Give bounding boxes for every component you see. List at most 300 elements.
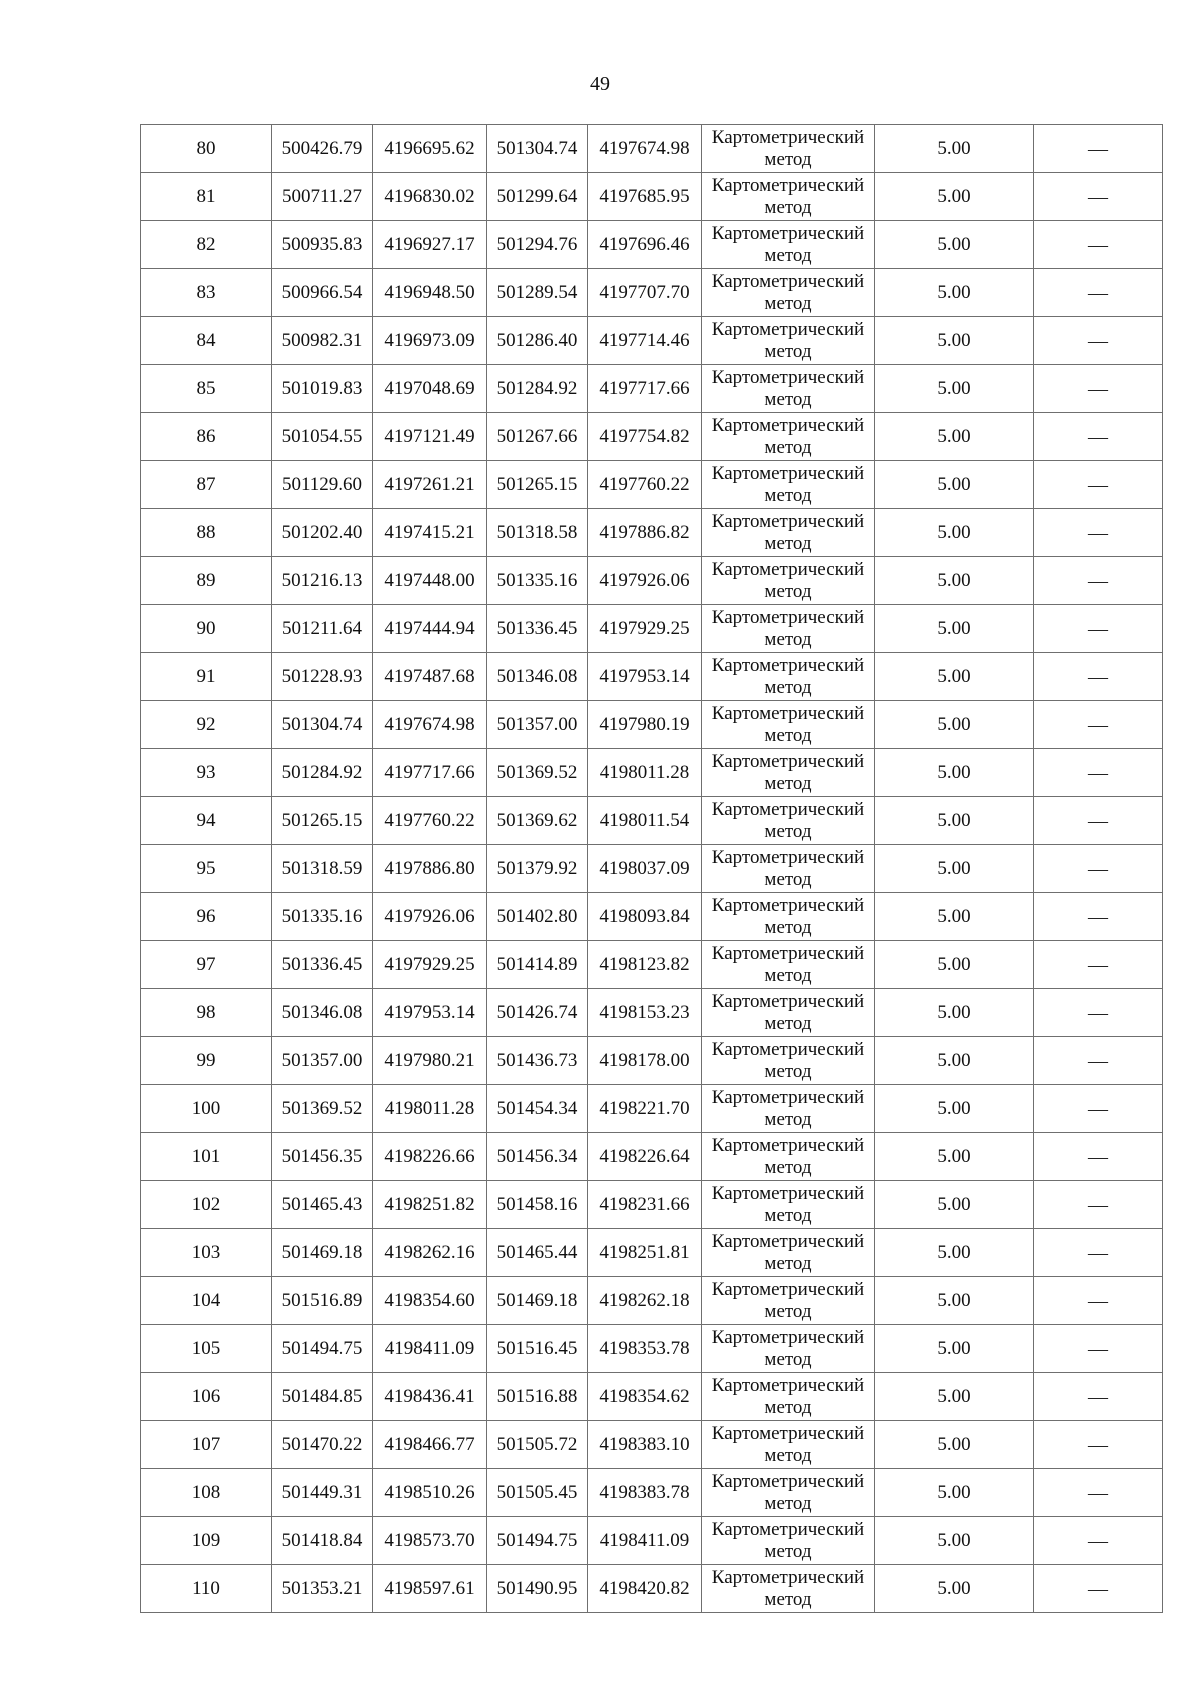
method-line-1: Картометрический xyxy=(711,943,865,964)
point-number-cell: 104 xyxy=(141,1277,272,1325)
y-end-cell: 4197714.46 xyxy=(588,317,702,365)
y-start-cell: 4197953.14 xyxy=(373,989,487,1037)
point-number-cell: 88 xyxy=(141,509,272,557)
method-cell xyxy=(702,1085,875,1133)
y-start-cell: 4197717.66 xyxy=(373,749,487,797)
y-start-cell: 4197448.00 xyxy=(373,557,487,605)
description-cell: — xyxy=(1034,797,1163,845)
point-number-cell: 100 xyxy=(141,1085,272,1133)
x-start-cell: 501357.00 xyxy=(272,1037,373,1085)
y-end-cell: 4198383.10 xyxy=(588,1421,702,1469)
point-number-cell: 86 xyxy=(141,413,272,461)
method-line-2: метод xyxy=(764,629,812,650)
method-line-2: метод xyxy=(764,1445,812,1466)
method-line-2: метод xyxy=(764,917,812,938)
y-end-cell: 4198093.84 xyxy=(588,893,702,941)
method-line-1: Картометрический xyxy=(711,271,865,292)
method-line-1: Картометрический xyxy=(711,1087,865,1108)
method-line-1: Картометрический xyxy=(711,415,865,436)
table-row xyxy=(141,413,1163,461)
x-start-cell: 500426.79 xyxy=(272,125,373,173)
x-start-cell: 501336.45 xyxy=(272,941,373,989)
y-end-cell: 4197674.98 xyxy=(588,125,702,173)
y-end-cell: 4198123.82 xyxy=(588,941,702,989)
point-number-cell: 97 xyxy=(141,941,272,989)
y-start-cell: 4197048.69 xyxy=(373,365,487,413)
x-start-cell: 501470.22 xyxy=(272,1421,373,1469)
x-end-cell: 501379.92 xyxy=(487,845,588,893)
accuracy-cell: 5.00 xyxy=(875,269,1034,317)
y-end-cell: 4198221.70 xyxy=(588,1085,702,1133)
x-end-cell: 501516.88 xyxy=(487,1373,588,1421)
y-end-cell: 4198011.28 xyxy=(588,749,702,797)
description-cell: — xyxy=(1034,317,1163,365)
x-end-cell: 501369.52 xyxy=(487,749,588,797)
method-line-2: метод xyxy=(764,341,812,362)
point-number-cell: 82 xyxy=(141,221,272,269)
description-cell: — xyxy=(1034,1277,1163,1325)
method-cell xyxy=(702,1517,875,1565)
table-row xyxy=(141,557,1163,605)
table-row xyxy=(141,845,1163,893)
x-end-cell: 501469.18 xyxy=(487,1277,588,1325)
description-cell: — xyxy=(1034,941,1163,989)
y-end-cell: 4197926.06 xyxy=(588,557,702,605)
point-number-cell: 90 xyxy=(141,605,272,653)
y-start-cell: 4198011.28 xyxy=(373,1085,487,1133)
method-line-1: Картометрический xyxy=(711,559,865,580)
method-line-1: Картометрический xyxy=(711,1135,865,1156)
table-row xyxy=(141,221,1163,269)
accuracy-cell: 5.00 xyxy=(875,1037,1034,1085)
point-number-cell: 106 xyxy=(141,1373,272,1421)
table-row xyxy=(141,1517,1163,1565)
point-number-cell: 80 xyxy=(141,125,272,173)
x-start-cell: 501228.93 xyxy=(272,653,373,701)
accuracy-cell: 5.00 xyxy=(875,125,1034,173)
method-line-2: метод xyxy=(764,1589,812,1610)
point-number-cell: 105 xyxy=(141,1325,272,1373)
x-end-cell: 501454.34 xyxy=(487,1085,588,1133)
description-cell: — xyxy=(1034,269,1163,317)
x-start-cell: 500935.83 xyxy=(272,221,373,269)
method-line-1: Картометрический xyxy=(711,751,865,772)
accuracy-cell: 5.00 xyxy=(875,1085,1034,1133)
method-line-2: метод xyxy=(764,869,812,890)
point-number-cell: 92 xyxy=(141,701,272,749)
x-end-cell: 501335.16 xyxy=(487,557,588,605)
y-start-cell: 4198262.16 xyxy=(373,1229,487,1277)
accuracy-cell: 5.00 xyxy=(875,1229,1034,1277)
y-start-cell: 4197760.22 xyxy=(373,797,487,845)
y-start-cell: 4197415.21 xyxy=(373,509,487,557)
y-start-cell: 4197926.06 xyxy=(373,893,487,941)
y-start-cell: 4198251.82 xyxy=(373,1181,487,1229)
method-line-1: Картометрический xyxy=(711,511,865,532)
table-row xyxy=(141,365,1163,413)
table-row xyxy=(141,1133,1163,1181)
accuracy-cell: 5.00 xyxy=(875,1469,1034,1517)
accuracy-cell: 5.00 xyxy=(875,845,1034,893)
method-line-1: Картометрический xyxy=(711,655,865,676)
method-cell xyxy=(702,365,875,413)
table-row xyxy=(141,1277,1163,1325)
x-start-cell: 500711.27 xyxy=(272,173,373,221)
method-line-2: метод xyxy=(764,581,812,602)
y-start-cell: 4198510.26 xyxy=(373,1469,487,1517)
description-cell: — xyxy=(1034,1133,1163,1181)
method-line-1: Картометрический xyxy=(711,1471,865,1492)
point-number-cell: 109 xyxy=(141,1517,272,1565)
table-row xyxy=(141,317,1163,365)
method-line-1: Картометрический xyxy=(711,1327,865,1348)
y-end-cell: 4198231.66 xyxy=(588,1181,702,1229)
y-end-cell: 4198353.78 xyxy=(588,1325,702,1373)
description-cell: — xyxy=(1034,893,1163,941)
method-line-1: Картометрический xyxy=(711,319,865,340)
method-line-2: метод xyxy=(764,1013,812,1034)
method-line-1: Картометрический xyxy=(711,223,865,244)
y-start-cell: 4198573.70 xyxy=(373,1517,487,1565)
method-line-2: метод xyxy=(764,1061,812,1082)
point-number-cell: 95 xyxy=(141,845,272,893)
y-end-cell: 4197886.82 xyxy=(588,509,702,557)
method-cell xyxy=(702,317,875,365)
method-cell xyxy=(702,269,875,317)
accuracy-cell: 5.00 xyxy=(875,1565,1034,1613)
y-start-cell: 4196927.17 xyxy=(373,221,487,269)
method-line-1: Картометрический xyxy=(711,703,865,724)
point-number-cell: 96 xyxy=(141,893,272,941)
description-cell: — xyxy=(1034,653,1163,701)
method-cell xyxy=(702,125,875,173)
y-start-cell: 4197487.68 xyxy=(373,653,487,701)
point-number-cell: 108 xyxy=(141,1469,272,1517)
accuracy-cell: 5.00 xyxy=(875,221,1034,269)
method-line-2: метод xyxy=(764,149,812,170)
y-start-cell: 4198597.61 xyxy=(373,1565,487,1613)
method-cell xyxy=(702,221,875,269)
method-line-1: Картометрический xyxy=(711,1039,865,1060)
y-end-cell: 4198411.09 xyxy=(588,1517,702,1565)
y-end-cell: 4197953.14 xyxy=(588,653,702,701)
description-cell: — xyxy=(1034,605,1163,653)
method-line-1: Картометрический xyxy=(711,127,865,148)
description-cell: — xyxy=(1034,461,1163,509)
x-start-cell: 501456.35 xyxy=(272,1133,373,1181)
method-cell xyxy=(702,701,875,749)
method-line-2: метод xyxy=(764,773,812,794)
point-number-cell: 102 xyxy=(141,1181,272,1229)
x-end-cell: 501490.95 xyxy=(487,1565,588,1613)
method-line-2: метод xyxy=(764,1253,812,1274)
description-cell: — xyxy=(1034,365,1163,413)
description-cell: — xyxy=(1034,1469,1163,1517)
description-cell: — xyxy=(1034,557,1163,605)
point-number-cell: 81 xyxy=(141,173,272,221)
accuracy-cell: 5.00 xyxy=(875,173,1034,221)
x-end-cell: 501494.75 xyxy=(487,1517,588,1565)
x-start-cell: 501216.13 xyxy=(272,557,373,605)
y-end-cell: 4198011.54 xyxy=(588,797,702,845)
y-start-cell: 4197886.80 xyxy=(373,845,487,893)
y-end-cell: 4198226.64 xyxy=(588,1133,702,1181)
x-start-cell: 501054.55 xyxy=(272,413,373,461)
method-cell xyxy=(702,605,875,653)
x-start-cell: 501318.59 xyxy=(272,845,373,893)
table-row xyxy=(141,701,1163,749)
table-row xyxy=(141,893,1163,941)
point-number-cell: 94 xyxy=(141,797,272,845)
accuracy-cell: 5.00 xyxy=(875,1181,1034,1229)
x-end-cell: 501357.00 xyxy=(487,701,588,749)
method-line-2: метод xyxy=(764,437,812,458)
method-line-1: Картометрический xyxy=(711,1279,865,1300)
point-number-cell: 91 xyxy=(141,653,272,701)
accuracy-cell: 5.00 xyxy=(875,1133,1034,1181)
y-start-cell: 4196948.50 xyxy=(373,269,487,317)
table-row xyxy=(141,1037,1163,1085)
x-start-cell: 501284.92 xyxy=(272,749,373,797)
x-start-cell: 501484.85 xyxy=(272,1373,373,1421)
y-end-cell: 4197929.25 xyxy=(588,605,702,653)
point-number-cell: 98 xyxy=(141,989,272,1037)
accuracy-cell: 5.00 xyxy=(875,1373,1034,1421)
method-line-2: метод xyxy=(764,389,812,410)
method-line-1: Картометрический xyxy=(711,607,865,628)
method-line-2: метод xyxy=(764,821,812,842)
point-number-cell: 101 xyxy=(141,1133,272,1181)
table-row xyxy=(141,461,1163,509)
accuracy-cell: 5.00 xyxy=(875,941,1034,989)
point-number-cell: 110 xyxy=(141,1565,272,1613)
table-row xyxy=(141,1229,1163,1277)
description-cell: — xyxy=(1034,509,1163,557)
coordinates-table xyxy=(140,124,1163,1613)
x-end-cell: 501369.62 xyxy=(487,797,588,845)
accuracy-cell: 5.00 xyxy=(875,797,1034,845)
method-cell xyxy=(702,749,875,797)
y-end-cell: 4198251.81 xyxy=(588,1229,702,1277)
accuracy-cell: 5.00 xyxy=(875,605,1034,653)
method-line-2: метод xyxy=(764,533,812,554)
description-cell: — xyxy=(1034,1085,1163,1133)
table-row xyxy=(141,509,1163,557)
point-number-cell: 103 xyxy=(141,1229,272,1277)
method-line-1: Картометрический xyxy=(711,463,865,484)
x-end-cell: 501289.54 xyxy=(487,269,588,317)
x-end-cell: 501318.58 xyxy=(487,509,588,557)
y-end-cell: 4198383.78 xyxy=(588,1469,702,1517)
method-line-1: Картометрический xyxy=(711,367,865,388)
method-line-2: метод xyxy=(764,725,812,746)
x-start-cell: 500982.31 xyxy=(272,317,373,365)
description-cell: — xyxy=(1034,989,1163,1037)
method-line-1: Картометрический xyxy=(711,1231,865,1252)
x-end-cell: 501294.76 xyxy=(487,221,588,269)
x-end-cell: 501402.80 xyxy=(487,893,588,941)
accuracy-cell: 5.00 xyxy=(875,1325,1034,1373)
method-line-1: Картометрический xyxy=(711,799,865,820)
accuracy-cell: 5.00 xyxy=(875,653,1034,701)
x-start-cell: 501369.52 xyxy=(272,1085,373,1133)
method-line-1: Картометрический xyxy=(711,895,865,916)
description-cell: — xyxy=(1034,1373,1163,1421)
page-number: 49 xyxy=(590,73,610,95)
y-start-cell: 4198436.41 xyxy=(373,1373,487,1421)
method-line-1: Картометрический xyxy=(711,991,865,1012)
y-start-cell: 4197444.94 xyxy=(373,605,487,653)
method-line-2: метод xyxy=(764,965,812,986)
method-line-1: Картометрический xyxy=(711,1183,865,1204)
table-row xyxy=(141,1469,1163,1517)
y-start-cell: 4198411.09 xyxy=(373,1325,487,1373)
y-start-cell: 4198466.77 xyxy=(373,1421,487,1469)
method-line-2: метод xyxy=(764,197,812,218)
method-cell xyxy=(702,893,875,941)
table-row xyxy=(141,1085,1163,1133)
accuracy-cell: 5.00 xyxy=(875,749,1034,797)
method-line-2: метод xyxy=(764,1205,812,1226)
y-end-cell: 4198420.82 xyxy=(588,1565,702,1613)
y-end-cell: 4197717.66 xyxy=(588,365,702,413)
y-end-cell: 4197707.70 xyxy=(588,269,702,317)
description-cell: — xyxy=(1034,1229,1163,1277)
accuracy-cell: 5.00 xyxy=(875,317,1034,365)
table-row xyxy=(141,1181,1163,1229)
x-end-cell: 501505.72 xyxy=(487,1421,588,1469)
x-start-cell: 501469.18 xyxy=(272,1229,373,1277)
method-line-1: Картометрический xyxy=(711,1375,865,1396)
y-start-cell: 4198226.66 xyxy=(373,1133,487,1181)
method-cell xyxy=(702,1133,875,1181)
table-row xyxy=(141,1325,1163,1373)
description-cell: — xyxy=(1034,173,1163,221)
table-row xyxy=(141,749,1163,797)
x-end-cell: 501284.92 xyxy=(487,365,588,413)
x-start-cell: 501265.15 xyxy=(272,797,373,845)
table-row xyxy=(141,173,1163,221)
accuracy-cell: 5.00 xyxy=(875,461,1034,509)
method-line-2: метод xyxy=(764,485,812,506)
accuracy-cell: 5.00 xyxy=(875,701,1034,749)
table-row xyxy=(141,605,1163,653)
x-start-cell: 500966.54 xyxy=(272,269,373,317)
method-line-2: метод xyxy=(764,293,812,314)
y-end-cell: 4198153.23 xyxy=(588,989,702,1037)
accuracy-cell: 5.00 xyxy=(875,1421,1034,1469)
table-body xyxy=(141,125,1163,1613)
method-cell xyxy=(702,653,875,701)
description-cell: — xyxy=(1034,845,1163,893)
x-start-cell: 501129.60 xyxy=(272,461,373,509)
method-cell xyxy=(702,1373,875,1421)
x-end-cell: 501516.45 xyxy=(487,1325,588,1373)
x-end-cell: 501304.74 xyxy=(487,125,588,173)
table-row xyxy=(141,125,1163,173)
method-line-1: Картометрический xyxy=(711,1567,865,1588)
description-cell: — xyxy=(1034,701,1163,749)
x-start-cell: 501019.83 xyxy=(272,365,373,413)
table-row xyxy=(141,1565,1163,1613)
x-end-cell: 501458.16 xyxy=(487,1181,588,1229)
y-end-cell: 4198262.18 xyxy=(588,1277,702,1325)
y-end-cell: 4197980.19 xyxy=(588,701,702,749)
description-cell: — xyxy=(1034,221,1163,269)
method-line-2: метод xyxy=(764,1541,812,1562)
table-row xyxy=(141,941,1163,989)
method-cell xyxy=(702,797,875,845)
method-line-2: метод xyxy=(764,245,812,266)
x-end-cell: 501346.08 xyxy=(487,653,588,701)
point-number-cell: 83 xyxy=(141,269,272,317)
y-start-cell: 4196695.62 xyxy=(373,125,487,173)
y-start-cell: 4197121.49 xyxy=(373,413,487,461)
x-start-cell: 501353.21 xyxy=(272,1565,373,1613)
point-number-cell: 84 xyxy=(141,317,272,365)
accuracy-cell: 5.00 xyxy=(875,509,1034,557)
y-start-cell: 4197929.25 xyxy=(373,941,487,989)
table-row xyxy=(141,269,1163,317)
x-end-cell: 501336.45 xyxy=(487,605,588,653)
x-start-cell: 501465.43 xyxy=(272,1181,373,1229)
method-cell xyxy=(702,557,875,605)
method-cell xyxy=(702,1181,875,1229)
point-number-cell: 107 xyxy=(141,1421,272,1469)
x-end-cell: 501456.34 xyxy=(487,1133,588,1181)
method-cell xyxy=(702,461,875,509)
method-line-2: метод xyxy=(764,1109,812,1130)
accuracy-cell: 5.00 xyxy=(875,893,1034,941)
accuracy-cell: 5.00 xyxy=(875,365,1034,413)
y-start-cell: 4197980.21 xyxy=(373,1037,487,1085)
x-end-cell: 501505.45 xyxy=(487,1469,588,1517)
x-start-cell: 501202.40 xyxy=(272,509,373,557)
method-cell xyxy=(702,173,875,221)
x-start-cell: 501494.75 xyxy=(272,1325,373,1373)
method-cell xyxy=(702,1565,875,1613)
method-cell xyxy=(702,1229,875,1277)
table-row xyxy=(141,989,1163,1037)
x-start-cell: 501335.16 xyxy=(272,893,373,941)
accuracy-cell: 5.00 xyxy=(875,1277,1034,1325)
method-cell xyxy=(702,989,875,1037)
method-cell xyxy=(702,1469,875,1517)
method-cell xyxy=(702,1325,875,1373)
method-cell xyxy=(702,845,875,893)
method-line-2: метод xyxy=(764,1157,812,1178)
x-end-cell: 501299.64 xyxy=(487,173,588,221)
y-end-cell: 4197760.22 xyxy=(588,461,702,509)
method-line-2: метод xyxy=(764,677,812,698)
x-start-cell: 501516.89 xyxy=(272,1277,373,1325)
method-cell xyxy=(702,1277,875,1325)
x-end-cell: 501465.44 xyxy=(487,1229,588,1277)
method-line-1: Картометрический xyxy=(711,1519,865,1540)
accuracy-cell: 5.00 xyxy=(875,989,1034,1037)
y-start-cell: 4197674.98 xyxy=(373,701,487,749)
y-end-cell: 4198178.00 xyxy=(588,1037,702,1085)
accuracy-cell: 5.00 xyxy=(875,557,1034,605)
method-line-2: метод xyxy=(764,1301,812,1322)
x-start-cell: 501211.64 xyxy=(272,605,373,653)
point-number-cell: 87 xyxy=(141,461,272,509)
method-cell xyxy=(702,413,875,461)
method-line-2: метод xyxy=(764,1349,812,1370)
method-cell xyxy=(702,941,875,989)
y-end-cell: 4198354.62 xyxy=(588,1373,702,1421)
description-cell: — xyxy=(1034,1037,1163,1085)
